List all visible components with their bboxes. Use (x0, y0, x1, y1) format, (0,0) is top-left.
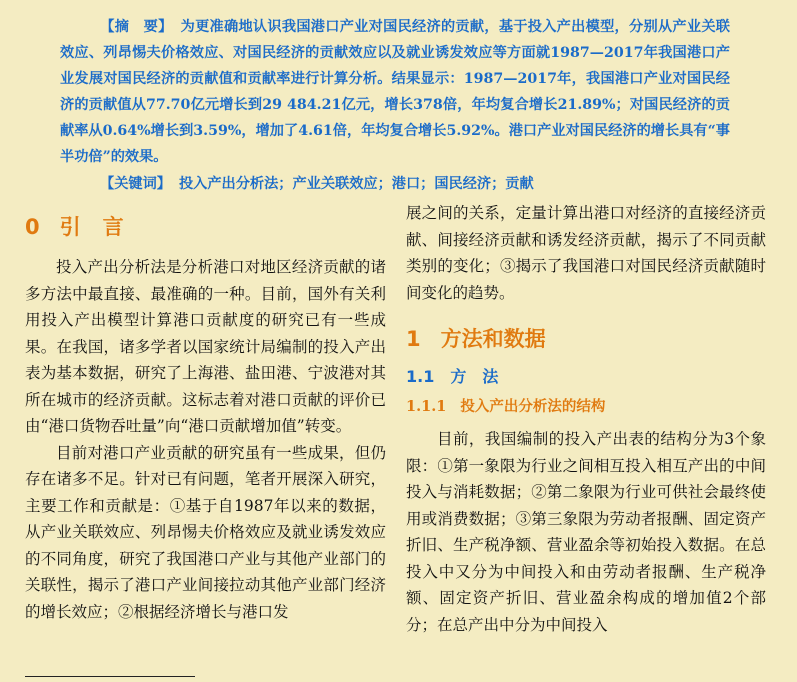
section-title: 方法和数据 (440, 327, 546, 351)
subsubsection-title: 投入产出分析法的结构 (460, 398, 606, 415)
section-number: 1 (406, 327, 421, 351)
subsubsection-number: 1.1.1 (406, 398, 447, 415)
subsection-title: 方 法 (450, 367, 499, 386)
right-column (406, 200, 766, 638)
footnote-divider (25, 676, 195, 677)
section-title: 引言 (59, 215, 146, 239)
keywords-text: 投入产出分析法；产业关联效应；港口；国民经济；贡献 (178, 176, 534, 192)
subsection-number: 1.1 (406, 367, 435, 386)
section-0-heading (25, 212, 386, 242)
subsection-1-1-1-heading (406, 394, 766, 420)
section-number: 0 (25, 215, 40, 239)
intro-paragraph-2: 目前对港口产业贡献的研究虽有一些成果，但仍存在诸多不足。针对已有问题，笔者开展深入研究，主要工作和贡献是：①基于自1987年以来的数据，从产业关联效应、列昂惕夫价格效应及就业诱发效应的不同角度，研究了我国港口产业与其他产业部门的关联性，揭示了港口产业间接拉动其他产业部门经济的增长效应；②根据经济增长与港口发 (25, 443, 386, 621)
intro-paragraph-continued: 展之间的关系，定量计算出港口对经济的直接经济贡献、间接经济贡献和诱发经济贡献，揭示了不同贡献类别的变化；③揭示了我国港口对国民经济贡献随时间变化的趋势。 (406, 204, 766, 302)
keywords-line (60, 171, 730, 197)
abstract-text: 为更准确地认识我国港口产业对国民经济的贡献，基于投入产出模型，分别从产业关联效应、列昂惕夫价格效应、对国民经济的贡献效应以及就业诱发效应等方面就1987—2017年我国港口产业发展对国民经济的贡献值和贡献率进行计算分析。结果显示：1987—2017年，我国港口产业对国民经济的贡献值从77.70亿元增长到29 484.21亿元，增长378倍，年均复合增长21.89%；对国民经济的贡献率从0.64%增长到3.59%，增加了4.61倍，年均复合增长5.92%。港口产业对国民经济的增长具有“事半功倍”的效果。 (60, 19, 730, 165)
abstract-block (60, 14, 730, 197)
left-column (25, 196, 386, 625)
abstract-label: 【摘 要】 (100, 19, 173, 35)
method-paragraph: 目前，我国编制的投入产出表的结构分为3个象限：①第一象限为行业之间相互投入相互产出的中间投入与消耗数据；②第二象限为行业可供社会最终使用或消费数据；③第三象限为劳动者报酬、固定资产折旧、生产税净额、营业盈余等初始投入数据。在总投入中又分为中间投入和由劳动者报酬、生产税净额、固定资产折旧、营业盈余构成的增加值2个部分；在总产出中分为中间投入 (406, 430, 766, 634)
subsection-1-1-heading (406, 364, 766, 390)
intro-paragraph-1: 投入产出分析法是分析港口对地区经济贡献的诸多方法中最直接、最准确的一种。目前，国外有关利用投入产出模型计算港口贡献度的研究已有一些成果。在我国，诸多学者以国家统计局编制的投入产出表为基本数据，研究了上海港、盐田港、宁波港对其所在城市的经济贡献。这标志着对港口贡献的评价已由“港口货物吞吐量”向“港口贡献增加值”转变。 (25, 258, 386, 435)
keywords-label: 【关键词】 (100, 176, 171, 192)
section-1-heading (406, 324, 766, 354)
